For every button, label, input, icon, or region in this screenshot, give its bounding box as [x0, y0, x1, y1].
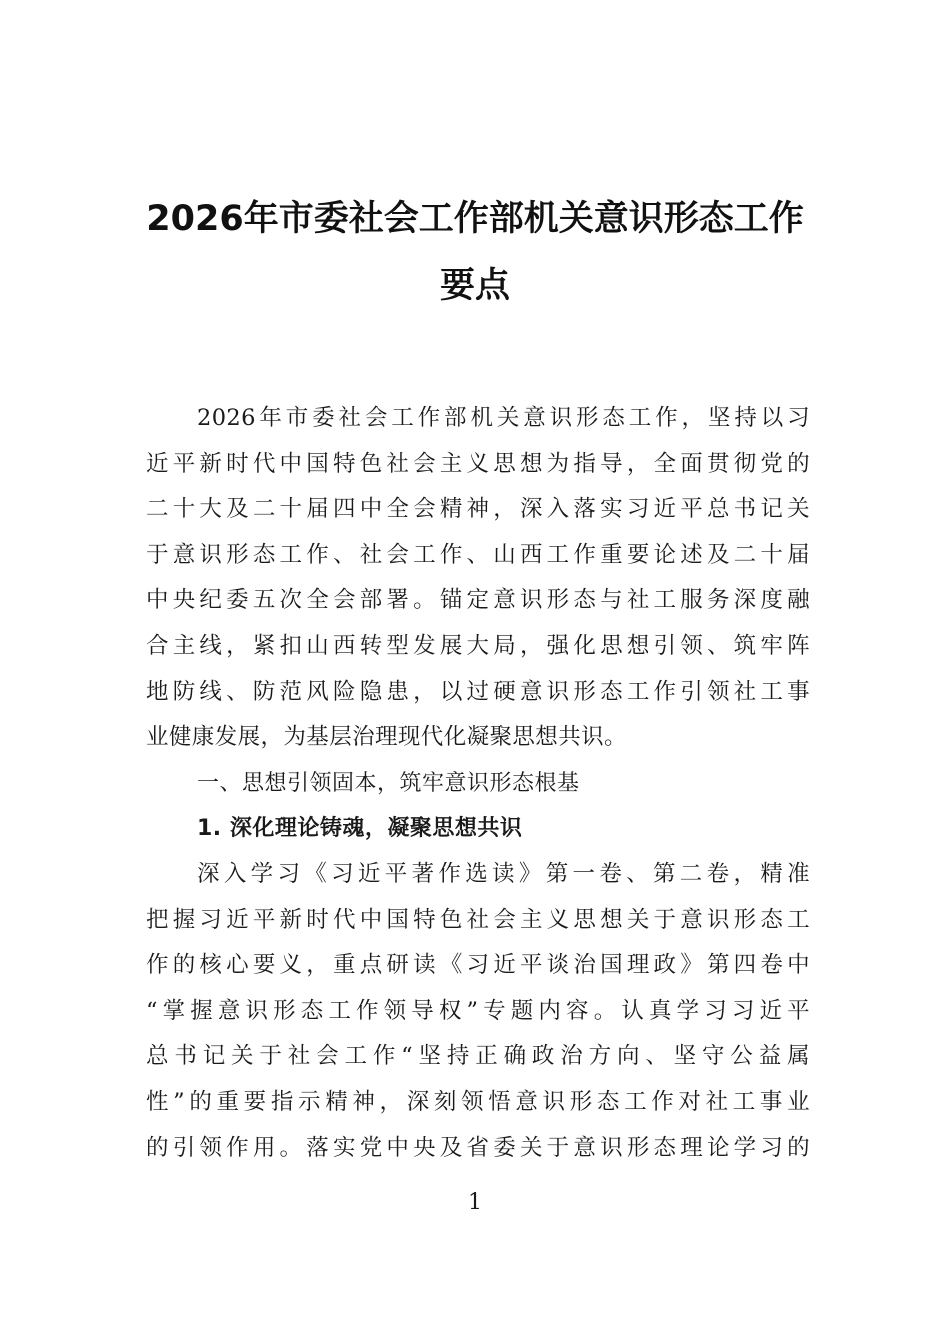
subsection-paragraph-line: 把握习近平新时代中国特色社会主义思想关于意识形态工 [146, 906, 810, 933]
document-title-line-1: 2026年市委社会工作部机关意识形态工作 [146, 199, 804, 239]
intro-paragraph-line: 地防线、防范风险隐患，以过硬意识形态工作引领社工事 [146, 678, 810, 705]
page-number: 1 [468, 1190, 482, 1215]
intro-paragraph-line: 中央纪委五次全会部署。锚定意识形态与社工服务深度融 [146, 587, 810, 614]
intro-paragraph-line: 业健康发展，为基层治理现代化凝聚思想共识。 [146, 724, 627, 751]
subsection-paragraph-line: “掌握意识形态工作领导权”专题内容。认真学习习近平 [146, 997, 810, 1024]
document-title-line-2: 要点 [439, 266, 510, 306]
document-body [146, 396, 810, 1171]
subsection-heading: 1. 深化理论铸魂，凝聚思想共识 [197, 816, 523, 842]
intro-paragraph-line: 2026年市委社会工作部机关意识形态工作，坚持以习 [197, 405, 810, 431]
subsection-paragraph-line: 深入学习《习近平著作选读》第一卷、第二卷，精准 [197, 860, 810, 887]
subsection-paragraph-line: 作的核心要义，重点研读《习近平谈治国理政》第四卷中 [146, 952, 810, 979]
subsection-paragraph-line: 总书记关于社会工作“坚持正确政治方向、坚守公益属 [146, 1043, 810, 1070]
intro-paragraph-line: 于意识形态工作、社会工作、山西工作重要论述及二十届 [146, 541, 810, 568]
intro-paragraph-line: 近平新时代中国特色社会主义思想为指导，全面贯彻党的 [146, 450, 810, 477]
section-heading: 一、思想引领固本，筑牢意识形态根基 [197, 770, 580, 796]
intro-paragraph-line: 合主线，紧扣山西转型发展大局，强化思想引领、筑牢阵 [146, 632, 810, 659]
subsection-paragraph-line: 的引领作用。落实党中央及省委关于意识形态理论学习的 [146, 1134, 810, 1161]
intro-paragraph-line: 二十大及二十届四中全会精神，深入落实习近平总书记关 [146, 496, 810, 523]
subsection-paragraph-line: 性”的重要指示精神，深刻领悟意识形态工作对社工事业 [146, 1088, 810, 1115]
